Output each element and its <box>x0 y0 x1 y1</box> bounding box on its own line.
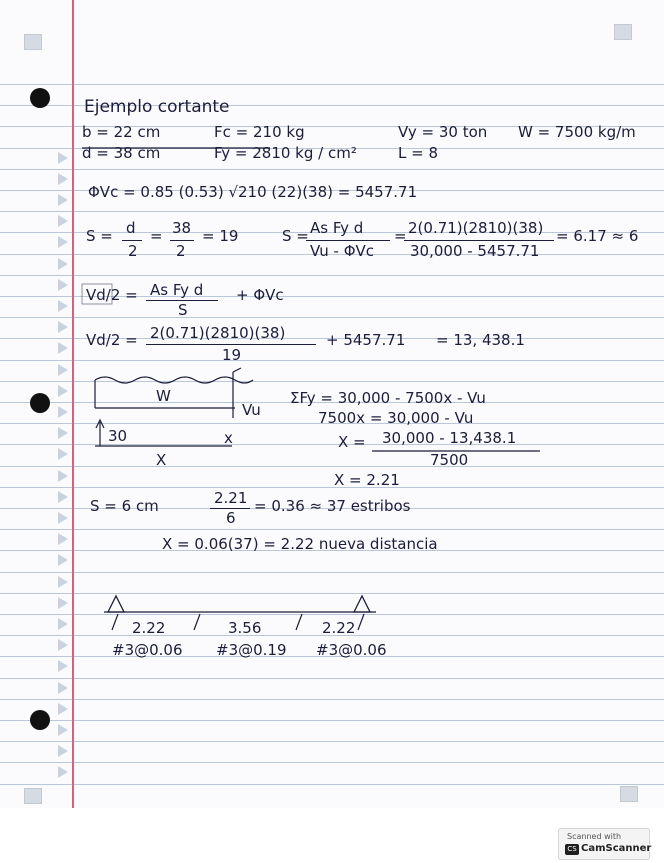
vd2calc-rhs: + 5457.71 <box>326 331 406 349</box>
tick-mark <box>358 614 364 630</box>
equilibrium-x-den: 7500 <box>430 451 469 469</box>
vd2calc-den: 19 <box>222 346 242 364</box>
page-title: Ejemplo cortante <box>84 97 230 117</box>
stirrups-num: 2.21 <box>214 489 248 507</box>
spacing2-big-num: 2(0.71)(2810)(38) <box>408 219 544 237</box>
spacing2-eq: = <box>394 227 407 245</box>
vd2calc-result: = 13, 438.1 <box>436 331 525 349</box>
vd2-den: S <box>178 301 188 319</box>
new-distance: X = 0.06(37) = 2.22 nueva distancia <box>162 535 438 553</box>
phi-vc-equation: ΦVc = 0.85 (0.53) √210 (22)(38) = 5457.71 <box>88 183 418 201</box>
equilibrium-x-result: X = 2.21 <box>334 471 400 489</box>
vd2calc-num: 2(0.71)(2810)(38) <box>150 324 286 342</box>
spacing-38: 38 <box>172 219 192 237</box>
given-d: d = 38 cm <box>82 144 161 162</box>
beam-seg1-length: 2.22 <box>132 619 166 637</box>
diagram-vu-label: Vu <box>242 401 261 419</box>
equilibrium-x-label: X = <box>338 433 366 451</box>
given-fc: Fc = 210 kg <box>214 123 305 141</box>
spacing2-den: Vu - ΦVc <box>310 242 375 260</box>
beam-seg3-length: 2.22 <box>322 619 356 637</box>
stirrups-result: = 0.36 ≈ 37 estribos <box>254 497 411 515</box>
beam-seg2-length: 3.56 <box>228 619 262 637</box>
given-w: W = 7500 kg/m <box>518 123 636 141</box>
spacing-d-num: d <box>126 219 136 237</box>
beam-seg1-spec: #3@0.06 <box>112 641 183 659</box>
stirrups-s-label: S = 6 cm <box>90 497 159 515</box>
beam-seg3-spec: #3@0.06 <box>316 641 387 659</box>
equilibrium-line2: 7500x = 30,000 - Vu <box>318 409 474 427</box>
spacing-eq1: = <box>150 227 163 245</box>
equilibrium-x-num: 30,000 - 13,438.1 <box>382 429 517 447</box>
vd2-lhs: Vd/2 = <box>86 286 138 304</box>
tick-mark <box>296 614 302 630</box>
camscanner-watermark <box>558 828 650 860</box>
spacing2-big-den: 30,000 - 5457.71 <box>410 242 540 260</box>
diagram-x-mark: x <box>224 429 233 447</box>
spacing-2: 2 <box>176 242 186 260</box>
diagram-w-label: W <box>156 387 171 405</box>
stirrups-den: 6 <box>226 509 236 527</box>
vd2-num: As Fy d <box>150 281 204 299</box>
equilibrium-line1: ΣFy = 30,000 - 7500x - Vu <box>290 389 486 407</box>
given-b: b = 22 cm <box>82 123 161 141</box>
spacing2-result: = 6.17 ≈ 6 <box>556 227 639 245</box>
given-l: L = 8 <box>398 144 439 162</box>
given-vy: Vy = 30 ton <box>398 123 488 141</box>
tick-mark <box>194 614 200 630</box>
distributed-load <box>95 377 253 383</box>
given-fy: Fy = 2810 kg / cm² <box>214 144 357 162</box>
spacing2-s-label: S = <box>282 227 309 245</box>
diagram-reaction-label: 30 <box>108 427 128 445</box>
vd2-rhs: + ΦVc <box>236 286 284 304</box>
spacing-eq19: = 19 <box>202 227 239 245</box>
beam-seg2-spec: #3@0.19 <box>216 641 287 659</box>
spacing-s-label: S = <box>86 227 113 245</box>
camscanner-name: CamScanner <box>581 843 652 854</box>
spacing-d-den: 2 <box>128 242 138 260</box>
vd2calc-lhs: Vd/2 = <box>86 331 138 349</box>
camscanner-logo-icon: CS <box>565 844 579 855</box>
diagram-x-label: X <box>156 451 167 469</box>
left-support <box>108 596 124 612</box>
right-support <box>354 596 370 612</box>
tick-mark <box>112 614 118 630</box>
scanned-with-text: Scanned with <box>567 832 622 841</box>
spacing2-num: As Fy d <box>310 219 364 237</box>
